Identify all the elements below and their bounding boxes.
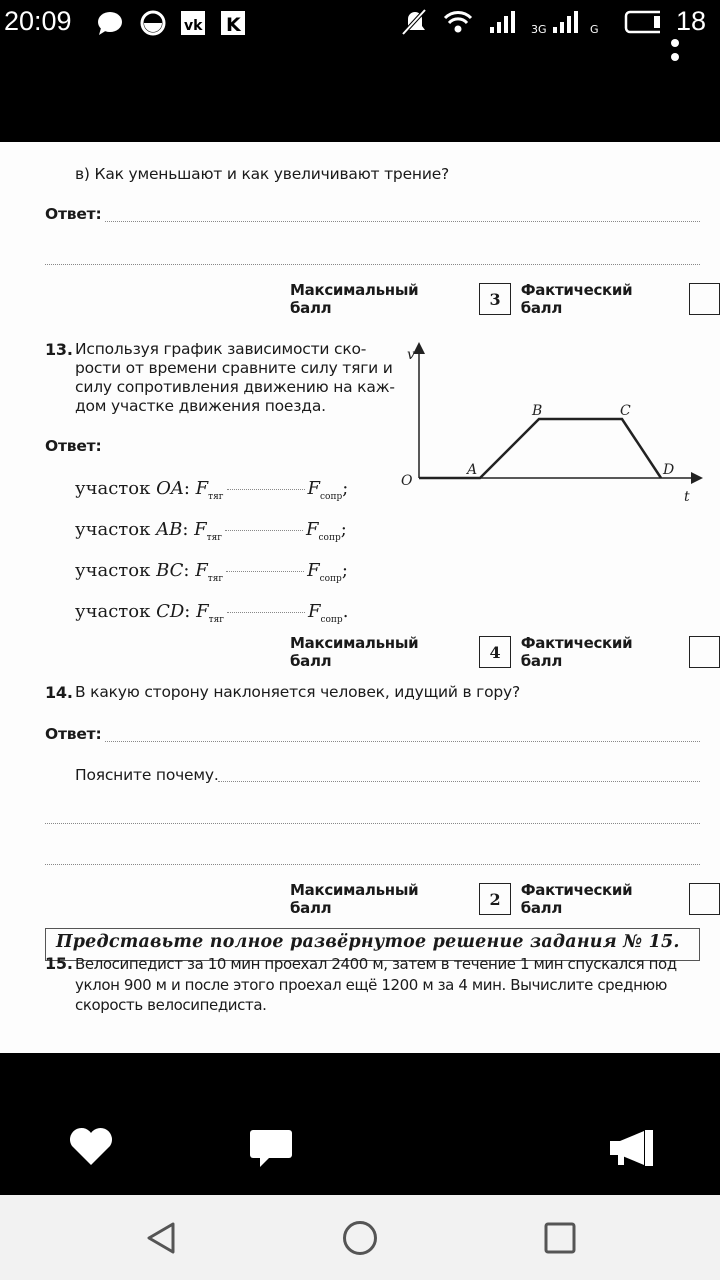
document-page xyxy=(0,142,720,1053)
k-icon xyxy=(221,11,245,36)
segment-row-cd: участок CD: $F_{тяг}$ $F_{сопр}$. xyxy=(75,601,349,625)
instruction-banner: Представьте полное развёрнутое решение задания № 15. xyxy=(45,928,700,961)
segment-row-ab: участок AB: $F_{тяг}$ $F_{сопр}$; xyxy=(75,519,347,543)
answer-line[interactable] xyxy=(218,781,700,782)
segment-row-bc: участок BC: $F_{тяг}$ $F_{сопр}$; xyxy=(75,560,348,584)
actual-score-label: Фактический балл xyxy=(520,881,633,917)
max-score-label: Максимальный балл xyxy=(290,634,419,670)
back-icon[interactable] xyxy=(145,1221,177,1255)
battery-icon xyxy=(626,12,660,32)
max-score-box: 3 xyxy=(479,283,510,315)
battery-level: 18 xyxy=(676,6,707,36)
status-time: 20:09 xyxy=(4,6,72,36)
actual-score-label: Фактический балл xyxy=(520,634,633,670)
t-axis-label: t xyxy=(684,489,690,505)
actual-score-box[interactable] xyxy=(689,283,720,315)
score-row-12 xyxy=(290,281,720,317)
circle-app-icon xyxy=(142,12,164,34)
actual-score-label: Фактический балл xyxy=(520,281,633,317)
svg-text:K: K xyxy=(226,14,241,36)
status-left-icons xyxy=(97,10,262,36)
share-megaphone-icon[interactable] xyxy=(608,1128,656,1168)
recents-icon[interactable] xyxy=(544,1222,576,1254)
max-score-box: 2 xyxy=(479,883,510,915)
signal-icon xyxy=(553,11,578,33)
navigation-bar xyxy=(0,1195,720,1280)
more-vertical-icon[interactable] xyxy=(668,38,682,66)
answer-line[interactable] xyxy=(45,864,700,865)
max-score-box: 4 xyxy=(479,636,510,668)
question-12c: в) Как уменьшают и как увеличивают трение? xyxy=(75,165,450,183)
answer-line[interactable] xyxy=(105,221,700,222)
max-score-label: Максимальный балл xyxy=(290,281,419,317)
point-c-label: C xyxy=(620,403,631,419)
chat-bubble-icon xyxy=(98,12,122,35)
v-axis-label: v xyxy=(407,347,415,363)
point-a-label: A xyxy=(467,462,478,478)
actual-score-box[interactable] xyxy=(689,636,720,668)
signal-icon xyxy=(490,11,515,33)
network-g: G xyxy=(590,23,599,36)
bell-muted-icon xyxy=(403,10,425,34)
actual-score-box[interactable] xyxy=(689,883,720,915)
segment-row-oa: участок OA: $F_{тяг}$ $F_{сопр}$; xyxy=(75,478,349,502)
network-3g: 3G xyxy=(531,23,547,36)
vk-icon xyxy=(181,11,205,35)
like-heart-icon[interactable] xyxy=(68,1127,114,1167)
score-row-13 xyxy=(290,634,720,670)
question-13-number: 13. xyxy=(45,340,73,359)
velocity-line xyxy=(419,419,661,478)
status-right-icons xyxy=(400,8,660,38)
explain-label: Поясните почему. xyxy=(75,766,219,784)
home-icon[interactable] xyxy=(342,1220,378,1256)
point-d-label: D xyxy=(663,462,675,478)
answer-label: Ответ: xyxy=(45,725,102,743)
answer-label: Ответ: xyxy=(45,205,102,223)
question-15-number: 15. xyxy=(45,954,73,973)
answer-label: Ответ: xyxy=(45,437,102,455)
score-row-14 xyxy=(290,881,720,917)
svg-text:vk: vk xyxy=(184,18,203,34)
comment-icon[interactable] xyxy=(248,1128,294,1168)
question-13-text: Используя график зависимости ско- рости от времени сравните силу тяги и силу сопротивления движению на каж- дом участке движения поезда. xyxy=(75,340,395,415)
velocity-time-graph xyxy=(395,337,710,507)
max-score-label: Максимальный балл xyxy=(290,881,419,917)
point-b-label: B xyxy=(532,403,543,419)
question-14-number: 14. xyxy=(45,683,73,702)
wifi-icon xyxy=(445,12,471,31)
origin-label: O xyxy=(401,473,413,489)
question-14-text: В какую сторону наклоняется человек, идущий в гору? xyxy=(75,683,521,701)
answer-line[interactable] xyxy=(105,741,700,742)
answer-line[interactable] xyxy=(45,823,700,824)
question-15-text: Велосипедист за 10 мин проехал 2400 м, затем в течение 1 мин спускался под уклон 900 м и после этого проехал ещё 1200 м за 4 мин. Вычислите среднюю скорость велосипедиста. xyxy=(75,955,677,1014)
answer-line[interactable] xyxy=(45,264,700,265)
